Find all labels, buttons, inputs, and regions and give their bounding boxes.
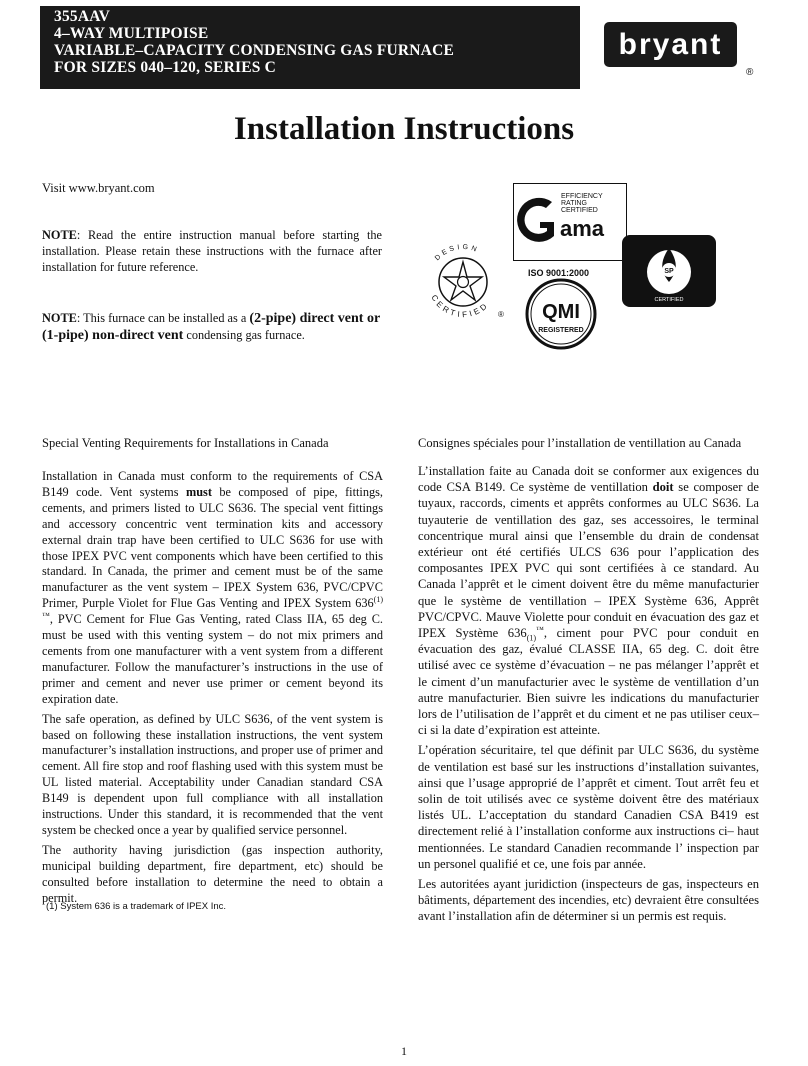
french-column bbox=[418, 463, 759, 929]
french-paragraph-3: Les autoritées ayant juridiction (inspecteurs de gas, inspecteurs en bâtiments, département des incendies, etc) devraient être consultées avant l’installation afin de déterminer si un permis est requis. bbox=[418, 877, 759, 924]
header-block bbox=[40, 6, 580, 89]
english-column bbox=[42, 469, 383, 910]
note-vent-type bbox=[42, 310, 382, 344]
gama-wordmark: ama bbox=[560, 216, 605, 241]
visit-website: Visit www.bryant.com bbox=[42, 181, 155, 195]
vent-type-emphasis: (2-pipe) direct vent or (1-pipe) non-direct vent bbox=[42, 311, 380, 343]
text-run: se composer de tuyaux, raccords, ciments et apprêts conformes au ULC S636. La tuyauterie de ventillation des gaz, ses accessoires, le terminal concentrique mural ainsi que l’ensemble du drain de condensat extérieur ont été certifiés ULCS 636 pour l’application des composantes IPEX PVC qui sont certifiées à ce standard. Au Canada l’apprêt et le ciment doivent être du même manufacturier que le système de ventillation – IPEX Système 636, Apprêt PVC/CPVC. Mauve Violette pour conduit en évacuation des gaz et IPEX Système 636 bbox=[418, 480, 759, 641]
design-certified-badge bbox=[418, 237, 508, 332]
text-run: , PVC Cement for Flue Gas Venting, rated Class IIA, 65 deg C. must be used with this venting system – do not mix primers and cements from one manufacturer with a vent system from a different manufacturer. Follow the manufacturer’s instructions in the use of primer and cement and never use primer or cement beyond its expiration date. bbox=[42, 612, 383, 706]
footnote-ref: (1) bbox=[526, 633, 537, 643]
english-section-heading: Special Venting Requirements for Installations in Canada bbox=[42, 436, 329, 450]
csa-certified: CERTIFIED bbox=[654, 297, 684, 303]
french-paragraph-1 bbox=[418, 463, 759, 738]
note-read-manual bbox=[42, 228, 382, 276]
emphasis: must bbox=[185, 484, 212, 499]
note-text: : Read the entire instruction manual before starting the installation. Please retain these instructions with the furnace after installation for future reference. bbox=[42, 228, 382, 274]
registered-mark: ® bbox=[746, 67, 754, 78]
trademark-mark: ™ bbox=[536, 624, 544, 634]
model-number: 355AAV bbox=[54, 8, 111, 25]
emphasis: doit bbox=[652, 480, 674, 495]
footnote: (1) System 636 is a trademark of IPEX Inc. bbox=[46, 901, 227, 912]
note-label: NOTE bbox=[42, 311, 77, 325]
page-title: Installation Instructions bbox=[233, 111, 575, 147]
gama-line-1: EFFICIENCY bbox=[561, 193, 603, 200]
gama-line-2: RATING bbox=[561, 200, 587, 207]
csa-flame-certified-badge bbox=[621, 234, 717, 313]
english-paragraph-3: The authority having jurisdiction (gas inspection authority, municipal building department, fire department, etc) should be consulted before installation to determine the need to obtain a permit. bbox=[42, 842, 383, 905]
brand-logo: bryant bbox=[604, 22, 737, 67]
gama-line-3: CERTIFIED bbox=[561, 207, 598, 214]
iso-label: ISO 9001:2000 bbox=[528, 268, 590, 278]
design-text: DESIGN bbox=[433, 243, 481, 263]
gama-efficiency-logo bbox=[513, 183, 627, 261]
text-run: , ciment pour PVC pour conduit en évacuation des gaz, évalué CLASSE IIA, 65 deg. C. doit être utilisé avec ce système d’évacuation – ne pas mélanger l’apprêt et le ciment d’un manufacturier avec le système de ventillation d’un autre manufacturier. Bien suivre les indications du manufacturier lors de l’utilisation de l’apprêt et du ciment et ne pas utiliser ceux–ci si la date d’expiration est atteinte. bbox=[418, 626, 759, 738]
french-paragraph-2: L’opération sécuritaire, tel que définit par ULC S636, du système de ventilation est basé sur les instructions d’installation suivantes, ainsi que l’usage approprié de l’apprêt et ciment. Tout arrêt feu et solin de toit utilisés avec ce système doivent être des matériaux listés UL. L’acceptation du standard Canadien CSA B419 est directement relié à l’installation conforme aux instructions ci– haut mentionnées. Le standard Canadien recommande l’ inspection par un personel qualifié et ce, une fois par année. bbox=[418, 743, 759, 871]
text-run: be composed of pipe, fittings, cements, and primers listed to ULC S636. The special vent fittings and accessory concentric vent termination kits and accessory external drain trap have been certified to ULC S636 for use with those IPEX PVC vent components which have been certified to this standard. In Canada, the primer and cement must be of the same manufacturer as the vent system – IPEX System 636, PVC/CPVC Primer, Purple Violet for Flue Gas Venting and IPEX System 636 bbox=[42, 484, 383, 611]
text-run: Installation in Canada must conform to the requirements of CSA B149 code. Vent systems bbox=[42, 469, 383, 499]
page-number: 1 bbox=[401, 1044, 407, 1058]
french-section-heading: Consignes spéciales pour l’installation de ventillation au Canada bbox=[418, 436, 742, 450]
footnote-ref: (1) ™ bbox=[42, 595, 383, 621]
csa-mark: SP bbox=[664, 268, 674, 275]
note-text: : This furnace can be installed as a bbox=[76, 311, 250, 325]
text-run: L’installation faite au Canada doit se conformer aux exigences du code CSA B149. Ce système de ventillation bbox=[418, 464, 759, 495]
certified-text: CERTIFIED bbox=[429, 293, 491, 320]
header-line-4: FOR SIZES 040–120, SERIES C bbox=[54, 59, 277, 76]
qmi-registered-logo bbox=[525, 278, 597, 355]
english-paragraph-2: The safe operation, as defined by ULC S636, of the vent system is based on following these installation instructions, the vent system manufacturer’s installation instructions, and proper use of primer and cement. All fire stop and roof flashing used with this system must be UL listed material. Acceptability under Canadian standard CSA B149 is dependent upon full compliance with all installation instructions. Under this standard, it is recommended that the vent system be checked once a year by qualified service personnel. bbox=[42, 711, 383, 837]
header-line-2: 4–WAY MULTIPOISE bbox=[54, 25, 209, 42]
english-paragraph-1 bbox=[42, 469, 383, 708]
qmi-registered: REGISTERED bbox=[538, 327, 584, 334]
note-label: NOTE bbox=[42, 228, 77, 242]
qmi-wordmark: QMI bbox=[542, 301, 580, 323]
note-text-end: condensing gas furnace. bbox=[183, 328, 305, 342]
design-reg-mark: ® bbox=[498, 310, 504, 319]
header-line-3: VARIABLE–CAPACITY CONDENSING GAS FURNACE bbox=[54, 42, 454, 59]
